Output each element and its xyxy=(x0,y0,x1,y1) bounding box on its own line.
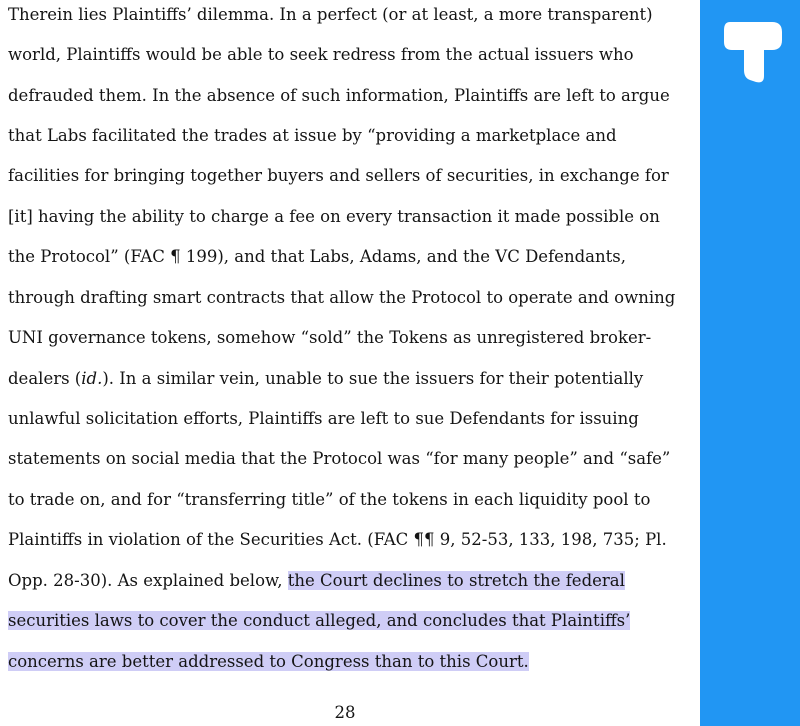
text-line: UNI governance tokens, somehow “sold” the Tokens as unregistered broker- xyxy=(8,328,652,347)
side-panel xyxy=(700,0,800,726)
text-line: through drafting smart contracts that allow the Protocol to operate and owning xyxy=(8,288,676,307)
text-segment: Opp. 28-30). As explained below, xyxy=(8,571,288,590)
text-line: the Protocol” (FAC ¶ 199), and that Labs, Adams, and the VC Defendants, xyxy=(8,247,626,266)
text-line: to trade on, and for “transferring title” of the tokens in each liquidity pool to xyxy=(8,490,651,509)
highlighted-text: the Court declines to stretch the federal xyxy=(287,571,625,590)
text-line: facilities for bringing together buyers and sellers of securities, in exchange for xyxy=(8,166,669,185)
page-number: 28 xyxy=(334,703,356,722)
text-line: unlawful solicitation efforts, Plaintiffs are left to sue Defendants for issuing xyxy=(8,409,639,428)
text-line xyxy=(8,609,630,633)
text-line: that Labs facilitated the trades at issue by “providing a marketplace and xyxy=(8,126,617,145)
t-logo-icon xyxy=(724,22,782,84)
text-line xyxy=(8,650,529,674)
text-line: world, Plaintiffs would be able to seek redress from the actual issuers who xyxy=(8,45,634,64)
text-line xyxy=(8,569,625,593)
highlighted-text: concerns are better addressed to Congress than to this Court. xyxy=(8,652,529,671)
text-line: statements on social media that the Protocol was “for many people” and “safe” xyxy=(8,449,671,468)
text-line xyxy=(8,367,643,391)
text-line: Plaintiffs in violation of the Securities Act. (FAC ¶¶ 9, 52-53, 133, 198, 735; Pl. xyxy=(8,530,667,549)
text-line: Therein lies Plaintiffs’ dilemma. In a perfect (or at least, a more transparent) xyxy=(8,5,653,24)
highlighted-text: securities laws to cover the conduct alleged, and concludes that Plaintiffs’ xyxy=(8,611,631,630)
citation-italic: id. xyxy=(81,369,103,388)
text-line: [it] having the ability to charge a fee on every transaction it made possible on xyxy=(8,207,660,226)
text-line: defrauded them. In the absence of such information, Plaintiffs are left to argue xyxy=(8,86,670,105)
text-segment: dealers ( xyxy=(8,369,82,388)
text-segment: ). In a similar vein, unable to sue the issuers for their potentially xyxy=(102,369,644,388)
